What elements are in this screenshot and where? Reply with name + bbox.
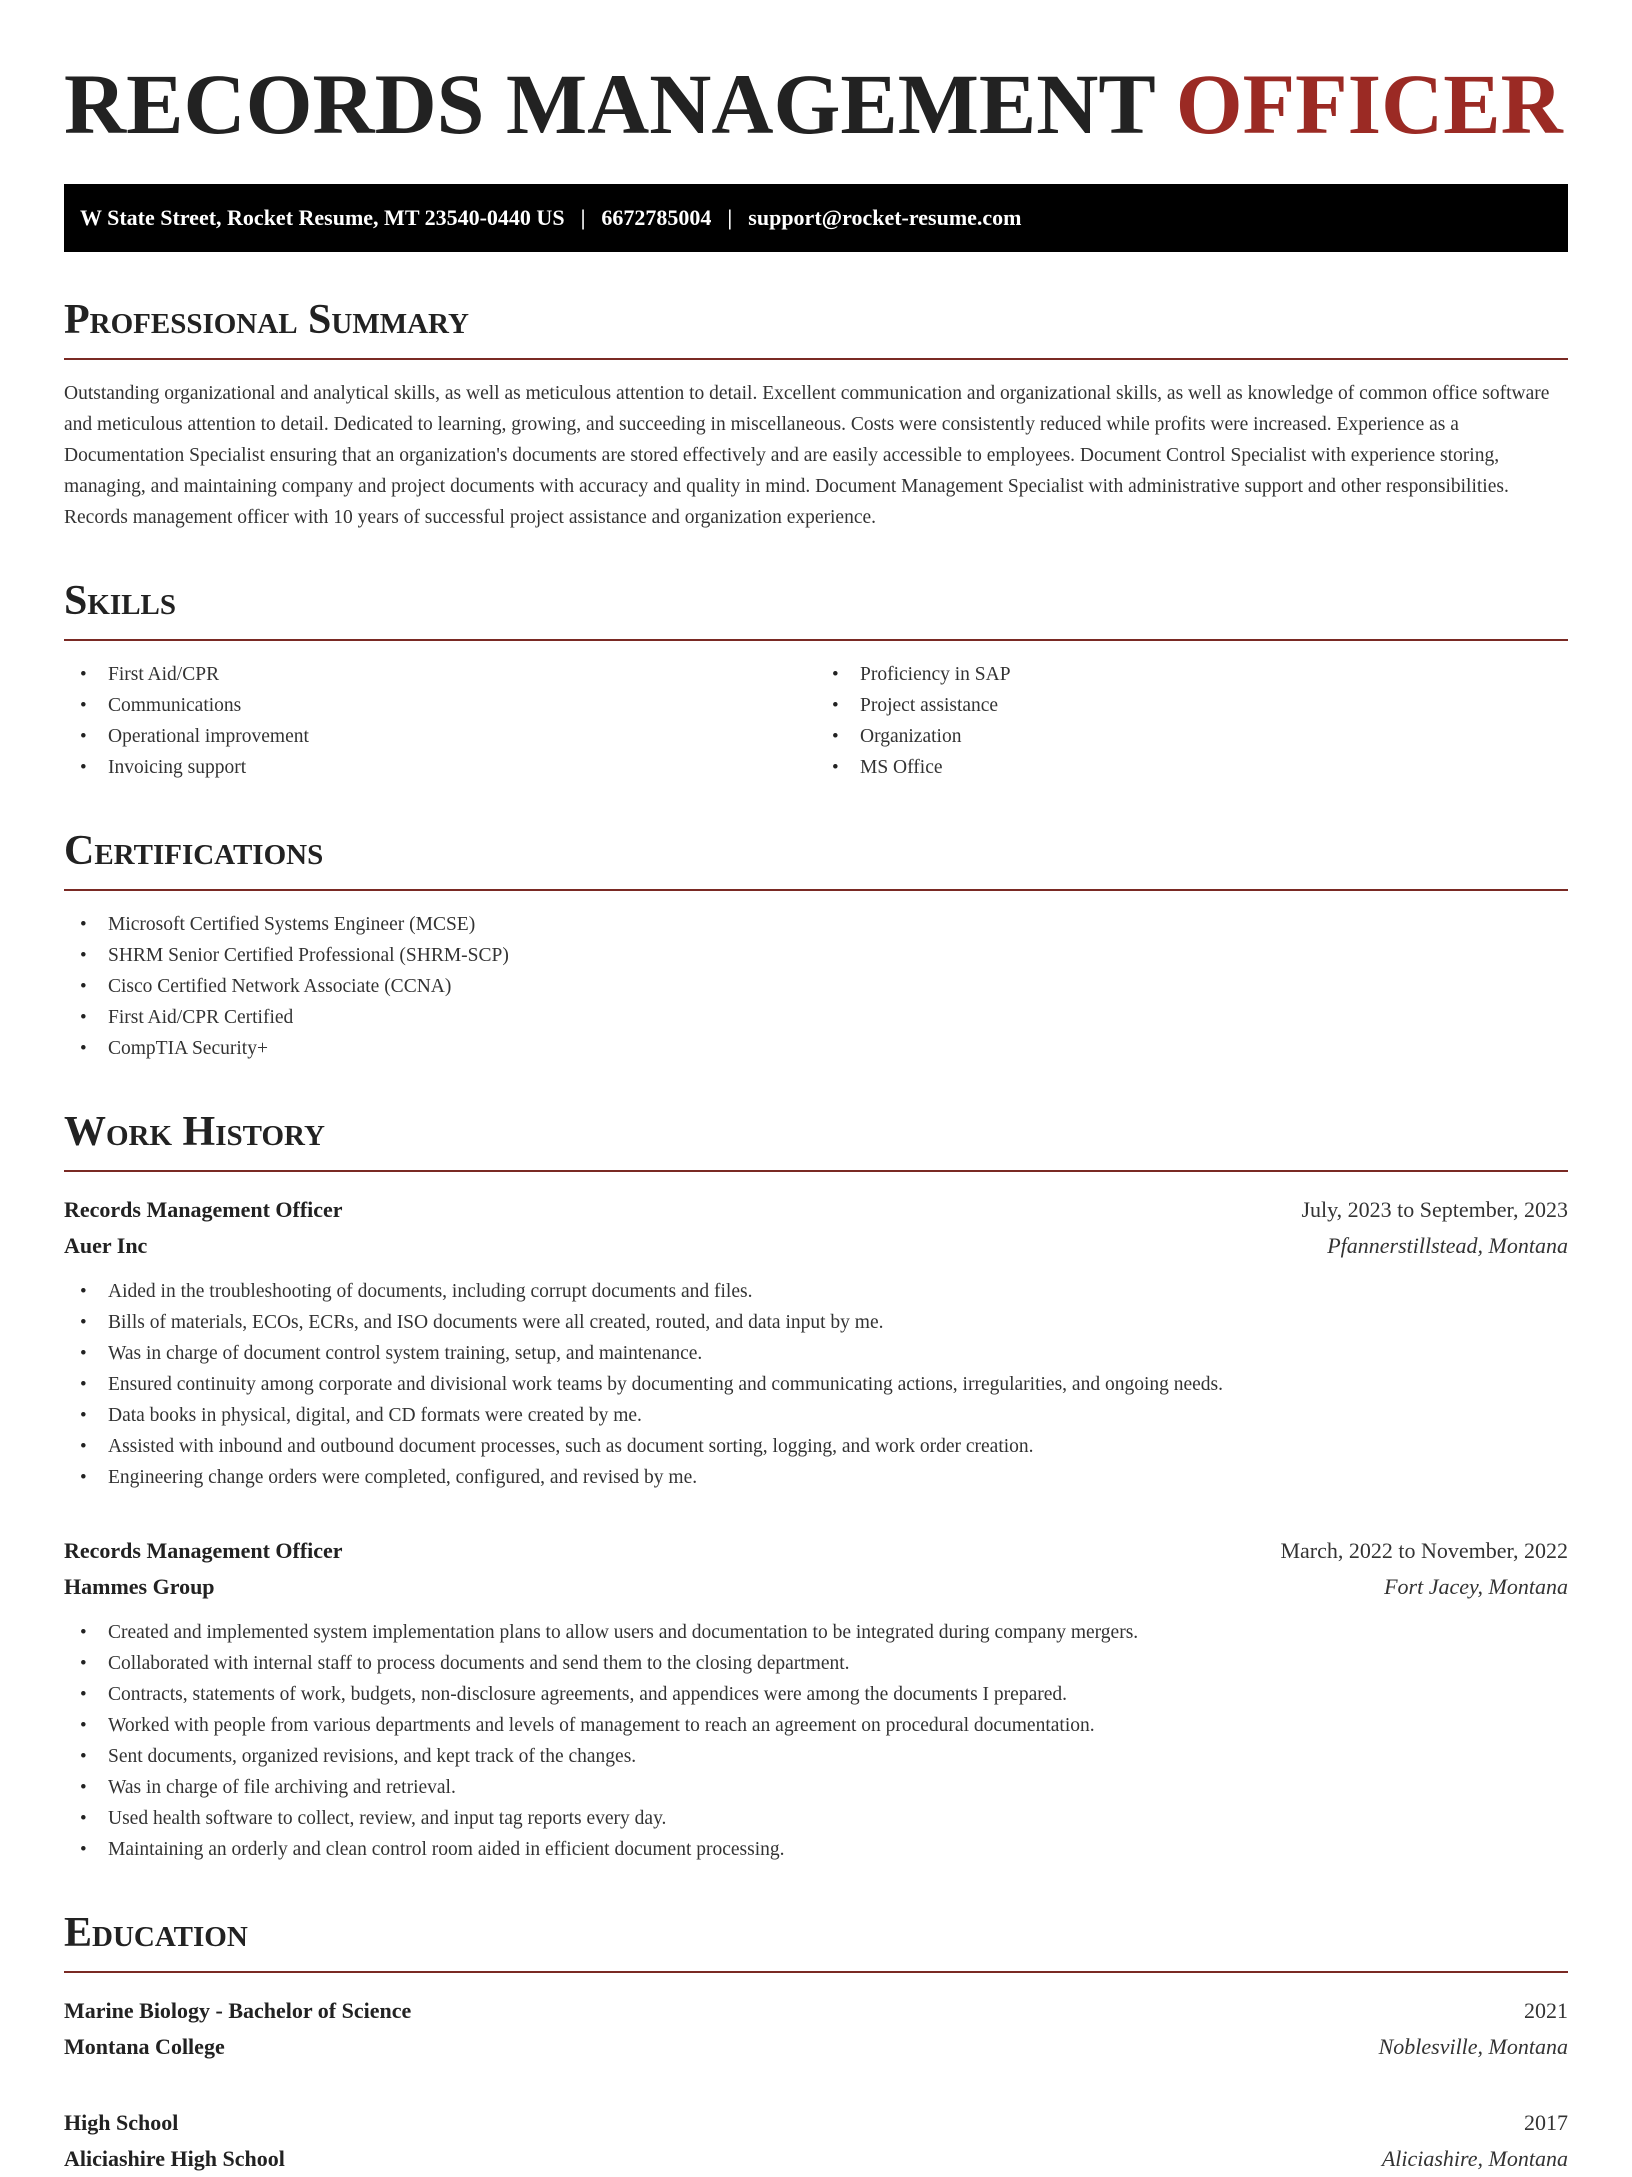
skills-section [64,577,1568,783]
education-school-row [64,2029,1568,2065]
education-degree: Marine Biology - Bachelor of Science [64,1998,412,2023]
education-degree: High School [64,2110,179,2135]
section-title-certifications: Certifications [64,827,1568,891]
education-location: Noblesville, Montana [1378,2034,1568,2059]
contact-separator: | [727,205,733,230]
section-title-education: Education [64,1909,1568,1973]
job-bullet: • Was in charge of file archiving and retrieval. [64,1772,1568,1803]
work-history-section [64,1108,1568,1865]
job-bullet: • Bills of materials, ECOs, ECRs, and ISO documents were all created, routed, and data input by me. [64,1307,1568,1338]
education-school: Aliciashire High School [64,2146,285,2171]
job-company: Hammes Group [64,1574,215,1599]
education-header-row [64,2105,1568,2141]
contact-email: support@rocket-resume.com [748,205,1022,230]
job-bullet: • Aided in the troubleshooting of documents, including corrupt documents and files. [64,1276,1568,1307]
certification-item: • First Aid/CPR Certified [64,1002,1568,1033]
education-section [64,1909,1568,2177]
job-bullets [64,1617,1568,1865]
education-entry [64,1993,1568,2065]
job-bullet: • Was in charge of document control system training, setup, and maintenance. [64,1338,1568,1369]
job-header-row [64,1192,1568,1228]
job-title: Records Management Officer [64,1538,343,1563]
job-bullet: • Used health software to collect, review, and input tag reports every day. [64,1803,1568,1834]
skill-item: • Operational improvement [64,721,816,752]
certification-item: • CompTIA Security+ [64,1033,1568,1064]
job-location: Pfannerstillstead, Montana [1327,1233,1568,1258]
education-school-row [64,2141,1568,2177]
education-school: Montana College [64,2034,225,2059]
skill-item: • First Aid/CPR [64,659,816,690]
contact-address: W State Street, Rocket Resume, MT 23540-0440 US [80,205,565,230]
job-bullet: • Contracts, statements of work, budgets, non-disclosure agreements, and appendices were among the documents I prepared. [64,1679,1568,1710]
job-company-row [64,1569,1568,1605]
education-location: Aliciashire, Montana [1381,2146,1568,2171]
job-location: Fort Jacey, Montana [1384,1574,1568,1599]
section-title-work-history: Work History [64,1108,1568,1172]
section-title-skills: Skills [64,577,1568,641]
education-header-row [64,1993,1568,2029]
job-dates: March, 2022 to November, 2022 [1280,1538,1568,1563]
section-title-summary: Professional Summary [64,296,1568,360]
job-bullet: • Collaborated with internal staff to process documents and send them to the closing department. [64,1648,1568,1679]
name-accent: OFFICER [1175,56,1563,152]
certifications-section [64,827,1568,1064]
skill-item: • MS Office [816,752,1568,783]
contact-bar [64,184,1568,252]
skills-list-right [816,659,1568,783]
contact-phone: 6672785004 [601,205,712,230]
certification-item: • Cisco Certified Network Associate (CCNA) [64,971,1568,1002]
job-dates: July, 2023 to September, 2023 [1301,1197,1568,1222]
education-year: 2017 [1524,2110,1568,2135]
skill-item: • Invoicing support [64,752,816,783]
job-bullet: • Engineering change orders were completed, configured, and revised by me. [64,1462,1568,1493]
job-bullet: • Data books in physical, digital, and CD formats were created by me. [64,1400,1568,1431]
skill-item: • Communications [64,690,816,721]
job-bullet: • Sent documents, organized revisions, and kept track of the changes. [64,1741,1568,1772]
education-entry [64,2105,1568,2177]
skill-item: • Organization [816,721,1568,752]
certification-item: • SHRM Senior Certified Professional (SHRM-SCP) [64,940,1568,971]
skills-list-left [64,659,816,783]
job-company: Auer Inc [64,1233,148,1258]
skill-item: • Project assistance [816,690,1568,721]
summary-text: Outstanding organizational and analytical skills, as well as meticulous attention to detail. Excellent communication and organizational skills, as well as knowledge of common office software and meticulous attention to detail. Dedicated to learning, growing, and succeeding in miscellaneous. Costs were consistently reduced while profits were increased. Experience as a Documentation Specialist ensuring that an organization's documents are stored effectively and are easily accessible to employees. Document Control Specialist with experience storing, managing, and maintaining company and project documents with accuracy and quality in mind. Document Management Specialist with administrative support and other responsibilities. Records management officer with 10 years of successful project assistance and organization experience. [64,383,1550,528]
job-bullet: • Created and implemented system implementation plans to allow users and documentation to be integrated during company mergers. [64,1617,1568,1648]
job-bullets [64,1276,1568,1493]
contact-separator: | [580,205,586,230]
skills-grid [64,641,1568,783]
job-entry [64,1533,1568,1865]
job-company-row [64,1228,1568,1264]
job-header-row [64,1533,1568,1569]
job-bullet: • Ensured continuity among corporate and divisional work teams by documenting and communicating actions, irregularities, and ongoing needs. [64,1369,1568,1400]
certification-item: • Microsoft Certified Systems Engineer (MCSE) [64,909,1568,940]
job-title: Records Management Officer [64,1197,343,1222]
skill-item: • Proficiency in SAP [816,659,1568,690]
job-bullet: • Maintaining an orderly and clean control room aided in efficient document processing. [64,1834,1568,1865]
resume-name [64,56,1568,152]
job-entry [64,1192,1568,1493]
education-year: 2021 [1524,1998,1568,2023]
name-main: RECORDS MANAGEMENT [64,56,1155,152]
summary-section [64,296,1568,533]
job-bullet: • Assisted with inbound and outbound document processes, such as document sorting, logging, and work order creation. [64,1431,1568,1462]
certifications-list [64,909,1568,1064]
job-bullet: • Worked with people from various departments and levels of management to reach an agreement on procedural documentation. [64,1710,1568,1741]
